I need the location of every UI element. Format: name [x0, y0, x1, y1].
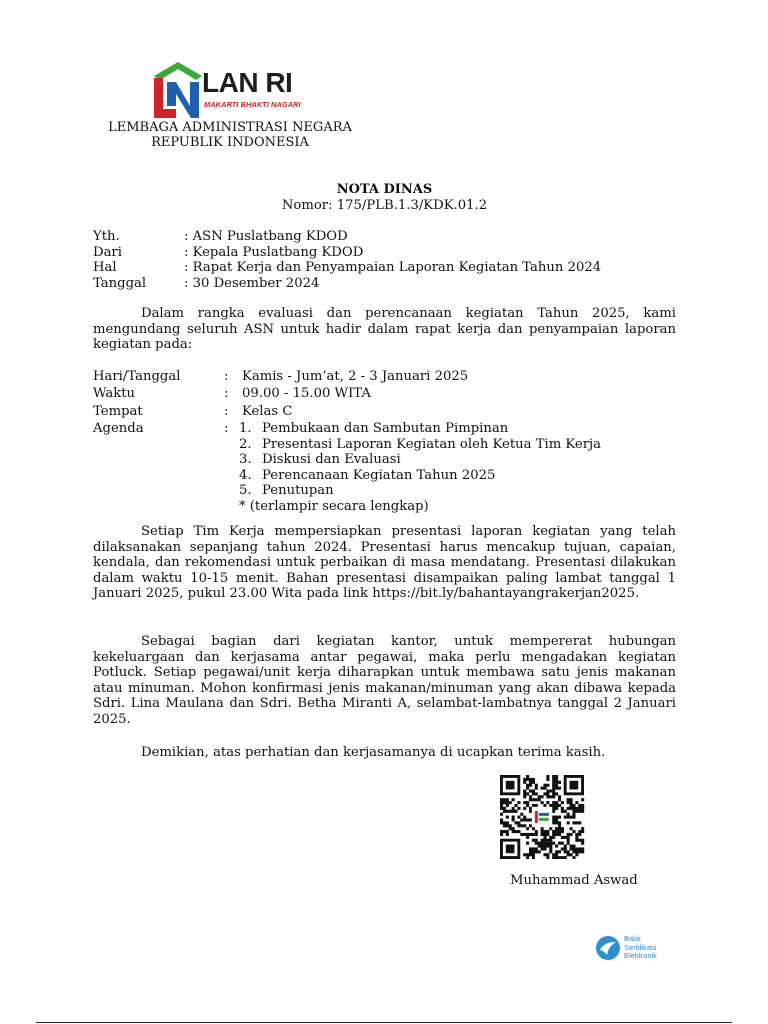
header-field-label: Hal [93, 260, 117, 276]
agenda-item [239, 421, 601, 437]
detail-row-time [93, 386, 676, 403]
logo-tagline: MAKARTI BHAKTI NAGARI [204, 100, 301, 109]
potluck-paragraph [93, 634, 676, 728]
header-field-tanggal [93, 276, 676, 292]
agenda-text: Diskusi dan Evaluasi [262, 452, 401, 468]
bsre-line: Balai [624, 934, 641, 943]
bsre-logo [594, 934, 684, 964]
detail-colon: : [224, 403, 229, 419]
header-field-label: Tanggal [93, 275, 147, 291]
bsre-line: Sertifikasi [624, 942, 657, 952]
org-line-1: LEMBAGA ADMINISTRASI NEGARA [108, 120, 352, 135]
detail-row-date [93, 369, 676, 386]
agenda-text: Presentasi Laporan Kegiatan oleh Ketua Tim Kerja [262, 436, 601, 452]
detail-colon: : [224, 369, 229, 384]
bsre-logo-icon [594, 934, 622, 962]
bsre-text [624, 935, 657, 961]
header-field-label: Dari [93, 244, 122, 260]
header-field-value: : ASN Puslatbang KDOD [184, 229, 348, 244]
footer-divider [36, 1022, 732, 1023]
event-details [93, 369, 676, 514]
document-title: NOTA DINAS [336, 182, 433, 197]
detail-colon: : [224, 421, 229, 437]
agenda-list [239, 421, 601, 515]
document-number: Nomor: 175/PLB.1.3/KDK.01.2 [281, 198, 488, 213]
lan-ri-logo [152, 60, 322, 122]
agenda-text: Pembukaan dan Sambutan Pimpinan [262, 421, 509, 436]
agenda-number: 4. [239, 467, 252, 483]
agenda-number: 5. [239, 483, 252, 499]
detail-row-place [93, 404, 676, 421]
closing-paragraph [93, 745, 676, 761]
organization-name [100, 120, 360, 150]
agenda-number: 3. [239, 452, 252, 468]
header-fields [93, 229, 676, 291]
header-field-value: : 30 Desember 2024 [184, 275, 320, 291]
preparation-text: Setiap Tim Kerja mempersiapkan presentasi laporan kegiatan yang telah dilaksanakan sepanjang tahun 2024. Presentasi harus mencakup tujuan, capaian, kendala, dan rekomendasi untuk perbaikan di masa mendatang. Presentasi dilakukan dalam waktu 10-15 menit. Bahan presentasi disampaikan paling lambat tanggal 1 Januari 2025, pukul 23.00 Wita pada link https://bit.ly/bahantayangrakerjan2025. [93, 524, 676, 602]
header-field-yth [93, 229, 676, 245]
qr-code-icon [498, 775, 586, 859]
detail-label: Waktu [93, 386, 136, 402]
header-field-label: Yth. [93, 229, 120, 244]
detail-colon: : [224, 386, 229, 402]
detail-label: Hari/Tanggal [93, 369, 181, 384]
agenda-text: Penutupan [262, 483, 334, 499]
detail-value: 09.00 - 15.00 WITA [242, 386, 371, 402]
logo-brand: LAN RI [202, 67, 293, 98]
lan-ri-logo-icon [152, 60, 204, 122]
intro-text: Dalam rangka evaluasi dan perencanaan kegiatan Tahun 2025, kami mengundang seluruh ASN untuk hadir dalam rapat kerja dan penyampaian laporan kegiatan pada: [93, 306, 676, 353]
closing-text: Demikian, atas perhatian dan kerjasamanya di ucapkan terima kasih. [141, 745, 606, 760]
detail-value: Kelas C [242, 403, 293, 419]
header-field-value: : Kepala Puslatbang KDOD [184, 244, 364, 260]
org-line-2: REPUBLIK INDONESIA [151, 135, 309, 150]
header-field-hal [93, 260, 676, 276]
agenda-note: * (terlampir secara lengkap) [239, 498, 429, 514]
header-field-value: : Rapat Kerja dan Penyampaian Laporan Kegiatan Tahun 2024 [184, 260, 602, 276]
preparation-paragraph [93, 524, 676, 602]
signer-name: Muhammad Aswad [510, 873, 638, 888]
agenda-text: Perencanaan Kegiatan Tahun 2025 [262, 467, 496, 483]
agenda-item [239, 483, 601, 499]
header-field-dari [93, 245, 676, 261]
detail-value: Kamis - Jum’at, 2 - 3 Januari 2025 [242, 369, 469, 384]
agenda-item [239, 452, 601, 468]
agenda-number: 2. [239, 436, 252, 452]
intro-paragraph [93, 306, 676, 353]
detail-label: Agenda [93, 421, 144, 437]
potluck-text: Sebagai bagian dari kegiatan kantor, untuk mempererat hubungan kekeluargaan dan kerjasama antar pegawai, maka perlu mengadakan kegiatan Potluck. Setiap pegawai/unit kerja diharapkan untuk membawa satu jenis makanan atau minuman. Mohon konfirmasi jenis makanan/minuman yang akan dibawa kepada Sdri. Lina Maulana dan Sdri. Betha Miranti A, selambat-lambatnya tanggal 2 Januari 2025. [93, 634, 676, 727]
agenda-item [239, 437, 601, 453]
bsre-line: Elektronik [624, 951, 657, 960]
detail-label: Tempat [93, 403, 143, 419]
agenda-item [239, 468, 601, 484]
agenda-number: 1. [239, 421, 252, 436]
